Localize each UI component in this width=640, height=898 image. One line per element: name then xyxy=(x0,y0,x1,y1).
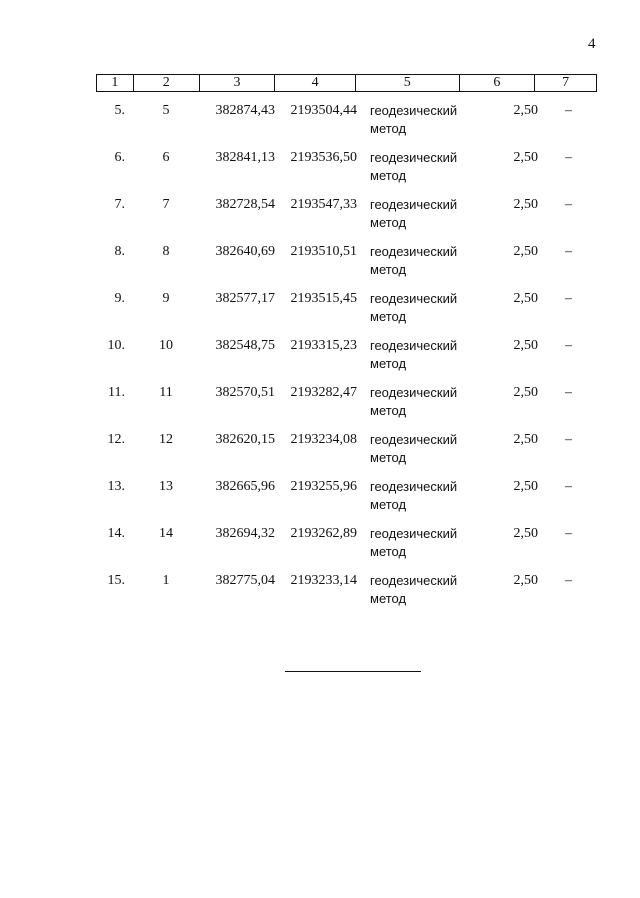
accuracy-value: 2,50 xyxy=(513,385,538,400)
header-cell-5: 5 xyxy=(356,75,460,91)
row-number: 6. xyxy=(114,150,125,165)
page-number: 4 xyxy=(588,36,596,52)
header-cell-1: 1 xyxy=(97,75,134,91)
row-number: 14. xyxy=(107,526,125,541)
header-cell-7: 7 xyxy=(562,75,570,90)
coordinate-y: 2193234,08 xyxy=(290,432,357,447)
row-number: 10. xyxy=(107,338,125,353)
coordinate-y: 2193504,44 xyxy=(290,103,357,118)
header-cell-6: 6 xyxy=(460,75,536,91)
coordinate-x: 382775,04 xyxy=(215,573,275,588)
coordinate-y: 2193536,50 xyxy=(290,150,357,165)
coordinate-y: 2193233,14 xyxy=(290,573,357,588)
coordinate-y: 2193515,45 xyxy=(290,291,357,306)
method-line-1: геодезический xyxy=(370,573,458,588)
column-7-dash: – xyxy=(565,291,572,306)
coordinate-y: 2193282,47 xyxy=(290,385,357,400)
method-line-2: метод xyxy=(370,168,407,183)
method-cell xyxy=(370,525,470,561)
method-cell xyxy=(370,243,470,279)
end-of-table-divider xyxy=(285,671,421,672)
point-number: 13 xyxy=(159,479,173,494)
table-row xyxy=(96,478,597,525)
row-number: 7. xyxy=(114,197,125,212)
method-cell xyxy=(370,149,470,185)
coordinate-x: 382570,51 xyxy=(215,385,275,400)
coordinate-x: 382728,54 xyxy=(215,197,275,212)
method-line-1: геодезический xyxy=(370,526,458,541)
method-line-1: геодезический xyxy=(370,244,458,259)
row-number: 11. xyxy=(108,385,125,400)
accuracy-value: 2,50 xyxy=(513,573,538,588)
point-number: 11 xyxy=(159,385,173,400)
coordinate-x: 382694,32 xyxy=(215,526,275,541)
accuracy-value: 2,50 xyxy=(513,197,538,212)
method-line-2: метод xyxy=(370,544,407,559)
accuracy-value: 2,50 xyxy=(513,103,538,118)
point-number: 10 xyxy=(159,338,173,353)
row-number: 13. xyxy=(107,479,125,494)
method-line-2: метод xyxy=(370,403,407,418)
coordinate-y: 2193547,33 xyxy=(290,197,357,212)
method-line-1: геодезический xyxy=(370,197,458,212)
column-7-dash: – xyxy=(565,385,572,400)
row-number: 9. xyxy=(114,291,125,306)
point-number: 7 xyxy=(162,197,170,212)
method-cell xyxy=(370,196,470,232)
method-line-1: геодезический xyxy=(370,150,458,165)
method-line-1: геодезический xyxy=(370,291,458,306)
table-row xyxy=(96,290,597,337)
row-number: 5. xyxy=(114,103,125,118)
table-row xyxy=(96,337,597,384)
table-row xyxy=(96,196,597,243)
table-row xyxy=(96,431,597,478)
table-header-row xyxy=(96,74,597,92)
accuracy-value: 2,50 xyxy=(513,338,538,353)
table-body xyxy=(96,102,597,619)
method-cell xyxy=(370,102,470,138)
coordinate-y: 2193315,23 xyxy=(290,338,357,353)
header-cell-4: 4 xyxy=(275,75,356,91)
method-line-2: метод xyxy=(370,356,407,371)
method-line-2: метод xyxy=(370,309,407,324)
method-cell xyxy=(370,384,470,420)
point-number: 6 xyxy=(162,150,170,165)
coordinate-x: 382874,43 xyxy=(215,103,275,118)
coordinate-x: 382665,96 xyxy=(215,479,275,494)
accuracy-value: 2,50 xyxy=(513,244,538,259)
method-line-2: метод xyxy=(370,262,407,277)
table-row xyxy=(96,102,597,149)
header-cell-2: 2 xyxy=(134,75,200,91)
method-cell xyxy=(370,478,470,514)
coordinate-y: 2193262,89 xyxy=(290,526,357,541)
table-row xyxy=(96,572,597,619)
column-7-dash: – xyxy=(565,103,572,118)
method-line-2: метод xyxy=(370,450,407,465)
table-row xyxy=(96,525,597,572)
method-cell xyxy=(370,431,470,467)
point-number: 5 xyxy=(162,103,170,118)
table-row xyxy=(96,149,597,196)
method-line-1: геодезический xyxy=(370,432,458,447)
column-7-dash: – xyxy=(565,432,572,447)
method-line-2: метод xyxy=(370,497,407,512)
accuracy-value: 2,50 xyxy=(513,526,538,541)
column-7-dash: – xyxy=(565,338,572,353)
accuracy-value: 2,50 xyxy=(513,432,538,447)
table-row xyxy=(96,384,597,431)
method-line-2: метод xyxy=(370,121,407,136)
method-line-2: метод xyxy=(370,215,407,230)
column-7-dash: – xyxy=(565,150,572,165)
method-cell xyxy=(370,290,470,326)
coordinate-x: 382548,75 xyxy=(215,338,275,353)
point-number: 12 xyxy=(159,432,173,447)
row-number: 8. xyxy=(114,244,125,259)
column-7-dash: – xyxy=(565,526,572,541)
method-cell xyxy=(370,572,470,608)
point-number: 8 xyxy=(162,244,170,259)
coordinate-x: 382577,17 xyxy=(215,291,275,306)
method-line-1: геодезический xyxy=(370,338,458,353)
method-line-2: метод xyxy=(370,591,407,606)
table-row xyxy=(96,243,597,290)
row-number: 15. xyxy=(107,573,125,588)
point-number: 1 xyxy=(162,573,170,588)
row-number: 12. xyxy=(107,432,125,447)
method-cell xyxy=(370,337,470,373)
column-7-dash: – xyxy=(565,479,572,494)
accuracy-value: 2,50 xyxy=(513,150,538,165)
header-cell-3: 3 xyxy=(200,75,276,91)
method-line-1: геодезический xyxy=(370,479,458,494)
point-number: 9 xyxy=(162,291,170,306)
method-line-1: геодезический xyxy=(370,103,458,118)
method-line-1: геодезический xyxy=(370,385,458,400)
column-7-dash: – xyxy=(565,197,572,212)
coordinate-x: 382640,69 xyxy=(215,244,275,259)
coordinate-x: 382841,13 xyxy=(215,150,275,165)
column-7-dash: – xyxy=(565,244,572,259)
coordinate-x: 382620,15 xyxy=(215,432,275,447)
point-number: 14 xyxy=(159,526,173,541)
column-7-dash: – xyxy=(565,573,572,588)
coordinate-y: 2193255,96 xyxy=(290,479,357,494)
accuracy-value: 2,50 xyxy=(513,291,538,306)
coordinate-y: 2193510,51 xyxy=(290,244,357,259)
accuracy-value: 2,50 xyxy=(513,479,538,494)
